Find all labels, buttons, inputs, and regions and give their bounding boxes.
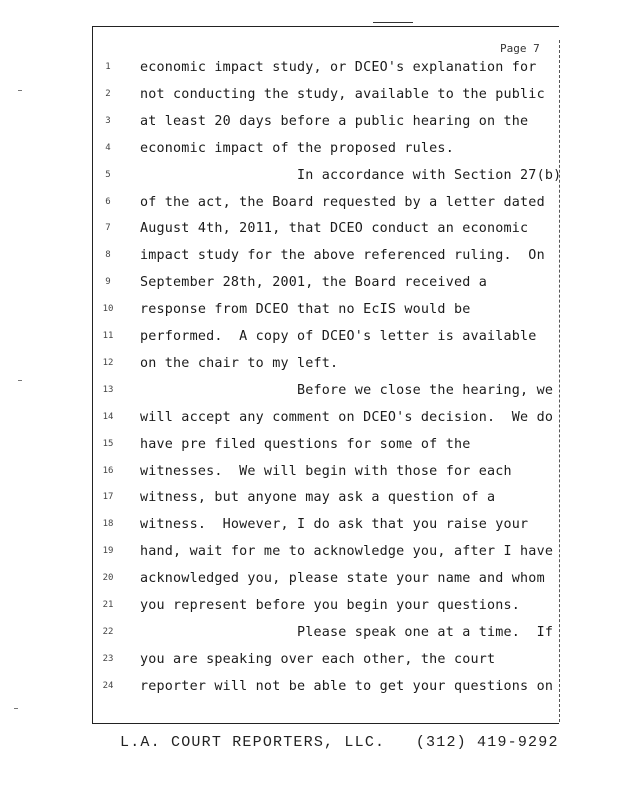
line-number: 16 — [102, 465, 114, 476]
line-text: you are speaking over each other, the court — [140, 651, 496, 667]
transcript-line — [0, 275, 618, 302]
line-number: 15 — [102, 438, 114, 449]
transcript-line — [0, 141, 618, 168]
transcript-line — [0, 195, 618, 222]
transcript-line — [0, 437, 618, 464]
line-number: 19 — [102, 546, 114, 557]
transcript-line — [0, 87, 618, 114]
line-text: In accordance with Section 27(b) — [140, 167, 562, 183]
margin-mark — [14, 708, 18, 709]
transcript-line — [0, 464, 618, 491]
line-number: 21 — [102, 600, 114, 610]
footer-court-reporter: L.A. COURT REPORTERS, LLC. (312) 419-9292 — [120, 734, 559, 751]
line-text: September 28th, 2001, the Board received a — [140, 275, 487, 291]
line-number: 11 — [102, 331, 114, 341]
line-number: 17 — [102, 492, 114, 503]
line-text: witnesses. We will begin with those for each — [140, 463, 512, 479]
line-text: acknowledged you, please state your name and whom — [140, 571, 545, 587]
line-text: hand, wait for me to acknowledge you, after I have — [140, 544, 554, 560]
line-text: economic impact of the proposed rules. — [140, 140, 454, 156]
line-text: you represent before you begin your questions. — [140, 598, 521, 613]
line-text: not conducting the study, available to the public — [140, 86, 545, 102]
line-text: performed. A copy of DCEO's letter is available — [140, 329, 537, 344]
line-text: at least 20 days before a public hearing on the — [140, 113, 529, 129]
transcript-line — [0, 383, 618, 410]
transcript-line — [0, 571, 618, 598]
transcript-line — [0, 329, 618, 356]
line-number: 8 — [105, 250, 111, 261]
transcript-line — [0, 302, 618, 329]
transcript-line — [0, 490, 618, 517]
line-text: Please speak one at a time. If — [140, 624, 554, 640]
line-number: 20 — [102, 573, 114, 584]
transcript-line — [0, 221, 618, 248]
line-text: of the act, the Board requested by a letter dated — [140, 194, 545, 210]
line-number: 23 — [102, 653, 114, 664]
line-text: on the chair to my left. — [140, 355, 339, 371]
line-number: 14 — [102, 411, 114, 422]
line-text: response from DCEO that no EcIS would be — [140, 302, 471, 318]
page-number: Page 7 — [500, 42, 540, 55]
line-number: 7 — [105, 223, 111, 234]
line-number: 3 — [105, 115, 111, 126]
line-number: 13 — [102, 384, 114, 395]
line-number: 5 — [105, 169, 111, 180]
transcript-line — [0, 168, 618, 195]
line-text: witness. However, I do ask that you raise your — [140, 517, 529, 533]
transcript-line — [0, 356, 618, 383]
transcript-line — [0, 517, 618, 544]
transcript-line — [0, 679, 618, 706]
line-number: 18 — [102, 519, 114, 530]
line-text: witness, but anyone may ask a question of a — [140, 490, 496, 506]
top-rule-extension — [373, 22, 413, 23]
line-number: 10 — [102, 304, 114, 315]
line-number: 2 — [105, 88, 111, 99]
line-number: 4 — [105, 142, 111, 153]
line-text: economic impact study, or DCEO's explanation for — [140, 60, 537, 75]
line-number: 22 — [102, 626, 114, 637]
line-text: reporter will not be able to get your questions on — [140, 678, 554, 694]
line-number: 9 — [105, 277, 111, 288]
line-number: 12 — [102, 357, 114, 368]
margin-mark — [18, 90, 22, 91]
transcript-line — [0, 625, 618, 652]
line-text: Before we close the hearing, we — [140, 382, 554, 398]
line-text: will accept any comment on DCEO's decision. We do — [140, 409, 554, 425]
line-text: impact study for the above referenced ruling. On — [140, 248, 545, 264]
transcript-line — [0, 410, 618, 437]
transcript-line — [0, 60, 618, 87]
transcript-line — [0, 598, 618, 625]
line-number: 24 — [102, 680, 114, 691]
transcript-line — [0, 114, 618, 141]
line-text: August 4th, 2011, that DCEO conduct an economic — [140, 221, 529, 237]
line-text: have pre filed questions for some of the — [140, 436, 471, 452]
line-number: 6 — [105, 196, 111, 207]
transcript-line — [0, 248, 618, 275]
transcript-line — [0, 652, 618, 679]
line-number: 1 — [105, 62, 111, 72]
margin-mark — [18, 380, 22, 381]
transcript-line — [0, 544, 618, 571]
